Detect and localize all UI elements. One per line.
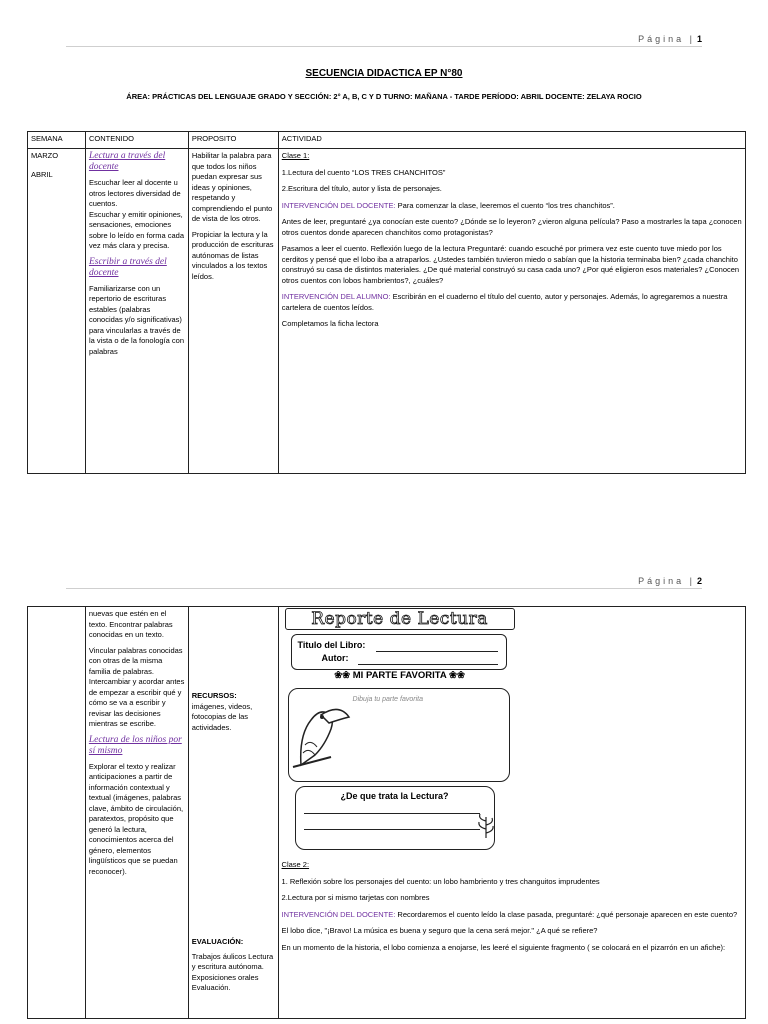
toucan-icon <box>291 695 351 773</box>
contenido-text: Escuchar leer al docente u otros lectores diversidad de cuentos. <box>88 178 181 208</box>
proposito-cell <box>188 607 278 1019</box>
contenido-text: nuevas que estén en el texto. Encontrar palabras conocidas en un texto. <box>88 609 173 639</box>
drawing-hint: Dibuja tu parte favorita <box>352 696 423 703</box>
evaluacion-text: Trabajos áulicos Lectura y escritura autónoma. Exposiciones orales Evaluación. <box>191 951 274 992</box>
semana-cell <box>28 149 86 474</box>
leaf-icon <box>476 813 496 839</box>
document-page-1 <box>0 0 768 500</box>
semana-marzo: MARZO <box>31 151 59 160</box>
libro-line <box>376 651 498 652</box>
clase-heading: Clase 1: <box>281 151 310 160</box>
recursos-block <box>192 691 276 733</box>
document-page-2 <box>0 562 768 1024</box>
header-proposito: PROPOSITO <box>188 132 278 149</box>
actividad-text: 2.Escritura del título, autor y lista de personajes. <box>281 184 442 193</box>
actividad-paragraph: INTERVENCIÓN DEL ALUMNO: Escribirán en el cuaderno el título del cuento, autor y personajes. Además, lo agregaremos a nuestra cartelera de cuentos leídos. <box>281 292 728 312</box>
summary-line <box>304 813 480 814</box>
actividad-cell <box>278 607 745 1019</box>
actividad-cell <box>278 149 745 474</box>
page-number: Página | 1 <box>638 34 702 44</box>
evaluacion-block <box>192 937 276 994</box>
header-actividad: ACTIVIDAD <box>278 132 745 149</box>
clase-heading: Clase 2: <box>281 860 310 869</box>
proposito-cell <box>188 149 278 474</box>
summary-question: ¿De que trata la Lectura? <box>340 791 449 801</box>
contenido-heading: Lectura de los niños por sí mismo <box>88 734 182 756</box>
actividad-paragraph: INTERVENCIÓN DEL DOCENTE: Para comenzar la clase, leeremos el cuento “los tres chanchitos”. <box>281 200 615 210</box>
semana-cell <box>28 607 86 1019</box>
contenido-heading: Lectura a través del docente <box>88 151 166 172</box>
semana-abril: ABRIL <box>31 169 53 179</box>
butterfly-icon: ❀❀ <box>334 670 351 681</box>
summary-line <box>304 829 480 830</box>
contenido-text: Explorar el texto y realizar anticipaciones a partir de información contextual y textual (imágenes, palabras clave, ámbito de circulación, paratextos, propósito que generó la lectura, conocimientos acerca del género, elementos lingüísticos que se puedan reconocer). <box>88 761 184 876</box>
contenido-text: Escuchar y emitir opiniones, sensaciones, emociones sobre lo leído en forma cada vez más clara y precisa. <box>88 209 185 250</box>
header-contenido: CONTENIDO <box>85 132 188 149</box>
table-row <box>28 149 746 474</box>
header-semana: SEMANA <box>28 132 86 149</box>
autor-label: Autor: <box>321 653 349 663</box>
page-number: Página | 2 <box>638 576 702 586</box>
favorite-part-heading: ❀❀ MI PARTE FAVORITA ❀❀ <box>334 670 465 681</box>
actividad-text: 1.Lectura del cuento “LOS TRES CHANCHITOS” <box>281 167 446 177</box>
document-title: SECUENCIA DIDACTICA EP N°80 <box>305 68 463 79</box>
sequence-table <box>27 131 746 474</box>
summary-box <box>295 786 495 850</box>
actividad-text: Antes de leer, preguntaré ¿ya conocían este cuento? ¿Dónde se lo leyeron? ¿vieron alguna película? Paso a mostrarles la tapa ¿conocen otros cuentos donde aparecen chanchitos como protagonistas? <box>281 217 742 237</box>
intervencion-label: INTERVENCIÓN DEL ALUMNO: <box>281 292 391 301</box>
recursos-label: RECURSOS: <box>191 691 237 700</box>
contenido-text: Vincular palabras conocidas con otras de la misma familia de palabras. Intercambiar y acordar antes de empezar a escribir qué y cómo se va a escribir y revisar las decisiones mientras se escribe. <box>88 645 185 728</box>
autor-line <box>358 664 498 665</box>
actividad-text: En un momento de la historia, el lobo comienza a enojarse, les leeré el siguiente fragmento ( se colocará en el pizarrón en un afiche): <box>281 942 726 952</box>
actividad-text: Completamos la ficha lectora <box>281 319 379 328</box>
contenido-heading: Escribir a través del docente <box>88 256 167 278</box>
table-header-row <box>28 132 746 149</box>
proposito-text: Propiciar la lectura y la producción de escrituras autónomas de listas vinculados a los textos leídos. <box>191 229 274 281</box>
sequence-table-continued <box>27 606 746 1019</box>
contenido-cell <box>85 149 188 474</box>
drawing-box <box>288 688 510 782</box>
book-info-box <box>291 634 507 670</box>
actividad-text: 2.Lectura por si mismo tarjetas con nombres <box>281 893 430 902</box>
card-title: Reporte de Lectura <box>285 608 515 630</box>
libro-label: Titulo del Libro: <box>297 640 366 650</box>
actividad-paragraph: INTERVENCIÓN DEL DOCENTE: Recordaremos el cuento leído la clase pasada, preguntaré: ¿qué personaje aparecen en este cuento? <box>281 909 738 919</box>
evaluacion-label: EVALUACIÓN: <box>191 937 244 946</box>
contenido-cell <box>85 607 188 1019</box>
intervencion-label: INTERVENCIÓN DEL DOCENTE: <box>281 909 396 919</box>
actividad-text: Pasamos a leer el cuento. Reflexión luego de la lectura Preguntaré: cuando escuché por primera vez este cuento tuve miedo por los cerditos y pensé que el lobo iba a atraparlos. ¿Ustedes también tuvieron miedo o sabían que la historia terminaba bien? ¿cada chanchito construyó su casa de distintos materiales. ¿De qué material construyó su casa cada uno? ¿Por qué eligieron esos materiales? ¿Conocen otros cuentos con lobos hambrientos?, ¿cuáles? <box>281 244 740 285</box>
contenido-text: Familiarizarse con un repertorio de escrituras estables (palabras conocidas y/o significativas) para vincularlas a través de la vista o de la fonología con palabras <box>88 283 185 356</box>
header-rule <box>66 46 702 47</box>
page-gap <box>0 500 768 562</box>
butterfly-icon: ❀❀ <box>448 670 465 681</box>
actividad-text: El lobo dice, "¡Bravo! La música es buena y seguro que la cena será mejor." ¿A qué se refiere? <box>281 926 598 935</box>
recursos-text: imágenes, videos, fotocopias de las actividades. <box>191 701 253 732</box>
header-rule <box>66 588 702 589</box>
proposito-text: Habilitar la palabra para que todos los niños puedan expresar sus ideas y opiniones, respetando y comprendiendo el punto de vista de los otros. <box>191 151 273 223</box>
table-row <box>28 607 746 1019</box>
actividad-text: 1. Reflexión sobre los personajes del cuento: un lobo hambriento y tres changuitos imprudentes <box>281 876 600 886</box>
reading-report-card <box>285 608 515 852</box>
intervencion-label: INTERVENCIÓN DEL DOCENTE: <box>281 200 396 210</box>
document-subtitle: ÁREA: PRÁCTICAS DEL LENGUAJE GRADO Y SECCIÓN: 2° A, B, C Y D TURNO: MAÑANA - TARDE PERÍODO: ABRIL DOCENTE: ZELAYA ROCIO <box>126 92 642 101</box>
